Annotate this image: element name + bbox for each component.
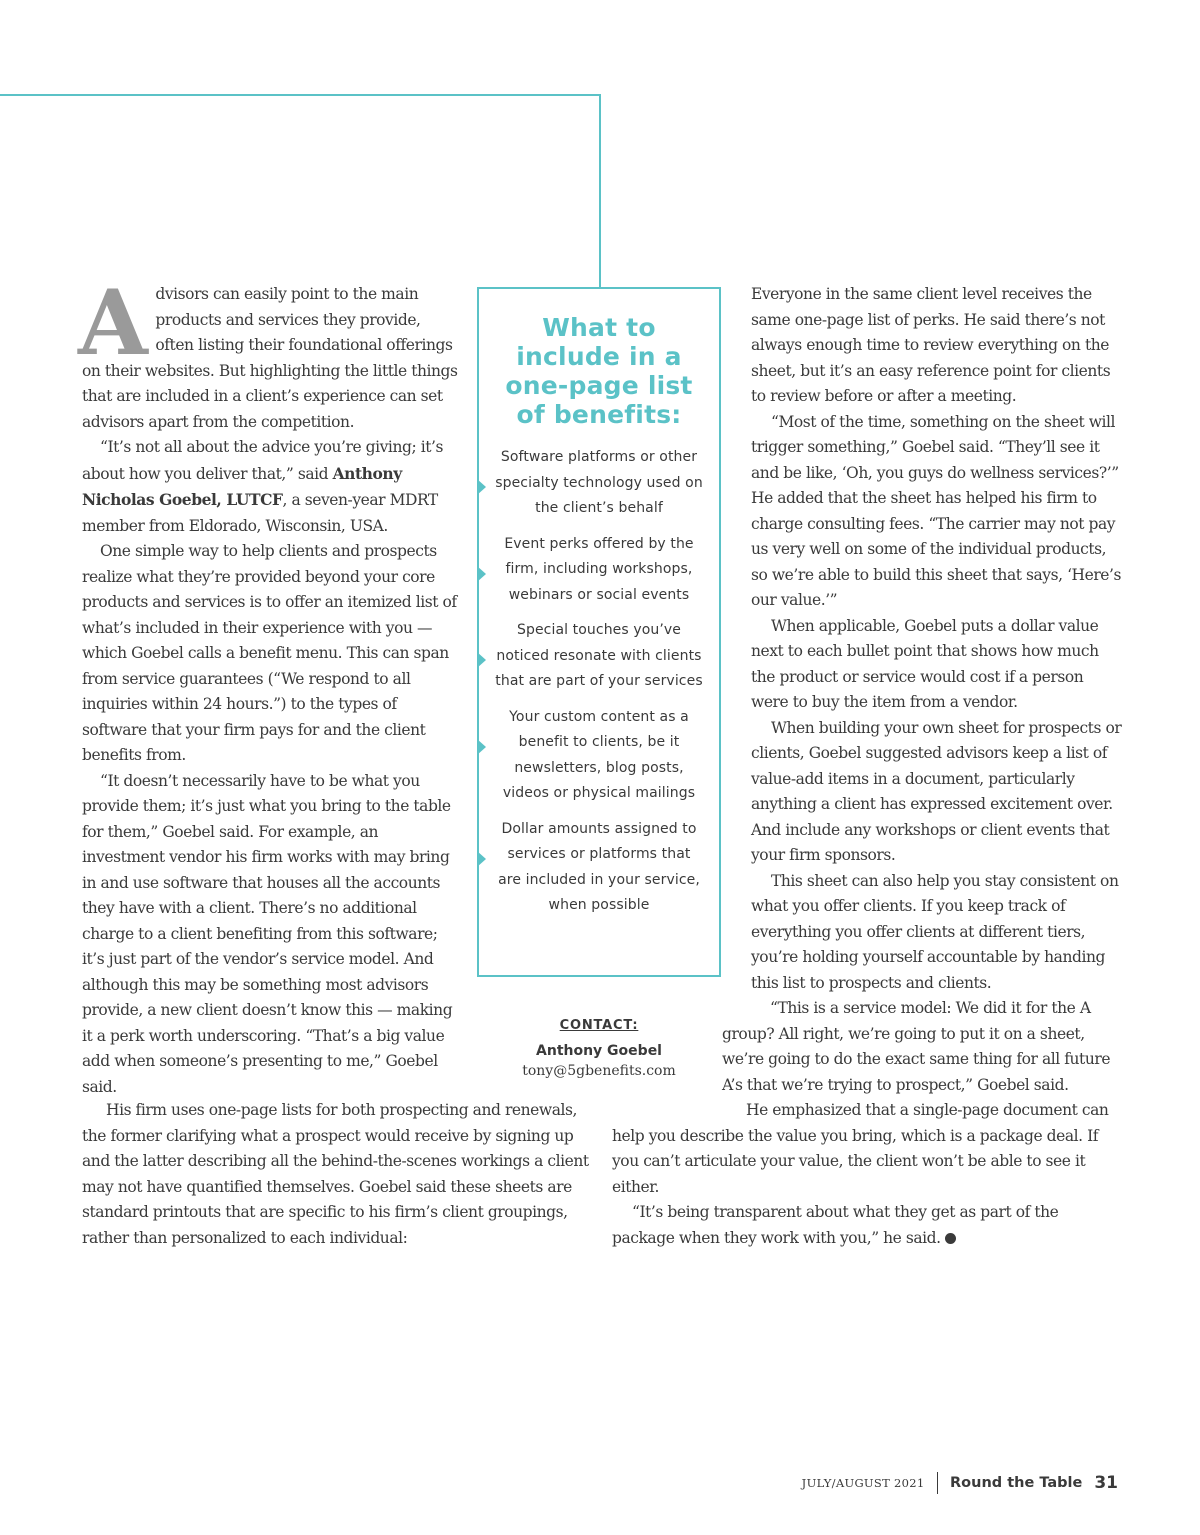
article-paragraph: “It’s being transparent about what they get as part of the package when they work with you,” he said. (612, 1203, 1059, 1247)
sidebar-item: Dollar amounts assigned to services or platforms that are included in your service, when possible (495, 817, 703, 919)
triangle-bullet-icon (477, 652, 486, 668)
contact-block (477, 1018, 721, 1079)
drop-cap: A (78, 270, 148, 376)
sidebar-item: Event perks offered by the firm, including workshops, webinars or social events (495, 532, 703, 609)
article-paragraph: He emphasized that a single-page document can help you describe the value you bring, which is a package deal. If you can’t articulate your value, the client won’t be able to see it either. (612, 1101, 1109, 1196)
article-column-right-bottom (612, 1098, 1112, 1251)
article-paragraph: “It’s not all about the advice you’re giving; it’s about how you deliver that,” said Anthony Nicholas Goebel, LUTCF, a seven-year MDRT member from Eldorado, Wisconsin, USA. (82, 438, 443, 535)
article-column-left-bottom (82, 1098, 592, 1251)
article-column-left (78, 270, 462, 1100)
article-paragraph: When building your own sheet for prospects or clients, Goebel suggested advisors keep a list of value-add items in a document, particularly anything a client has expressed excitement over. And include any workshops or client events that your firm sponsors. (751, 718, 1122, 864)
page-number: 31 (1094, 1473, 1118, 1493)
contact-name: Anthony Goebel (536, 1043, 662, 1059)
article-paragraph: Advisors can easily point to the main products and services they provide, often listing their foundational offerings on their websites. But highlighting the little things that are included in a client’s experience can set advisors apart from the competition. (78, 270, 458, 431)
article-paragraph: One simple way to help clients and prospects realize what they’re provided beyond your core products and services is to offer an itemized list of what’s included in their experience with you — which Goebel calls a benefit menu. This can span from service guarantees (“We respond to all inquiries within 24 hours.”) to the types of software that your firm pays for and the client benefits from. (82, 542, 457, 764)
triangle-bullet-icon (477, 739, 486, 755)
triangle-bullet-icon (477, 479, 486, 495)
article-column-right-quote (722, 996, 1122, 1098)
accent-rule-vertical (599, 94, 601, 288)
article-paragraph: Everyone in the same client level receives the same one-page list of perks. He said there’s not always enough time to review everything on the sheet, but it’s an easy reference point for clients to review before or after a meeting. (751, 285, 1111, 405)
publication-name: Round the Table (950, 1475, 1083, 1491)
contact-email: tony@5gbenefits.com (522, 1063, 676, 1079)
article-column-right (751, 282, 1123, 996)
article-paragraph: His firm uses one-page lists for both prospecting and renewals, the former clarifying what a prospect would receive by signing up and the latter describing all the behind-the-scenes workings a client may not have quantified themselves. Goebel said these sheets are standard printouts that are specific to his firm’s client groupings, rather than personalized to each individual: (82, 1101, 589, 1247)
sidebar-item: Your custom content as a benefit to clients, be it newsletters, blog posts, videos or physical mailings (495, 705, 703, 807)
contact-label: CONTACT: (559, 1018, 639, 1033)
article-paragraph: When applicable, Goebel puts a dollar value next to each bullet point that shows how much the product or service would cost if a person were to buy the item from a vendor. (751, 616, 1099, 711)
issue-date: JULY/AUGUST 2021 (801, 1476, 925, 1490)
article-paragraph: This sheet can also help you stay consistent on what you offer clients. If you keep track of everything you offer clients at different tiers, you’re holding yourself accountable by handing this list to prospects and clients. (751, 871, 1119, 992)
triangle-bullet-icon (477, 566, 486, 582)
sidebar-item: Software platforms or other specialty technology used on the client’s behalf (495, 445, 703, 522)
article-paragraph: “This is a service model: We did it for the A group? All right, we’re going to put it on a sheet, we’re going to do the exact same thing for all future A’s that we’re trying to prospect,” Goebel said. (722, 999, 1111, 1094)
footer-divider (937, 1472, 939, 1494)
accent-rule-horizontal (0, 94, 600, 96)
triangle-bullet-icon (477, 851, 486, 867)
benefits-sidebar (477, 287, 721, 977)
sidebar-item: Special touches you’ve noticed resonate with clients that are part of your services (495, 618, 703, 695)
sidebar-title: What to include in a one-page list of benefits: (505, 313, 693, 429)
featured-member-name: Anthony Nicholas Goebel, LUTCF (82, 463, 402, 509)
page-footer (802, 1472, 1118, 1494)
article-paragraph: “Most of the time, something on the sheet will trigger something,” Goebel said. “They’ll see it and be like, ‘Oh, you guys do wellness services?’” He added that the sheet has helped his firm to charge consulting fees. “The carrier may not pay us very well on some of the individual products, so we’re able to build this sheet that says, ‘Here’s our value.’” (751, 412, 1122, 609)
article-paragraph: “It doesn’t necessarily have to be what you provide them; it’s just what you bring to the table for them,” Goebel said. For example, an investment vendor his firm works with may bring in and use software that houses all the accounts they have with a client. There’s no additional charge to a client benefiting from this software; it’s just part of the vendor’s service model. And although this may be something most advisors provide, a new client doesn’t know this — making it a perk worth underscoring. “That’s a big value add when someone’s presenting to me,” Goebel said. (82, 771, 453, 1096)
end-mark-icon (945, 1233, 956, 1244)
